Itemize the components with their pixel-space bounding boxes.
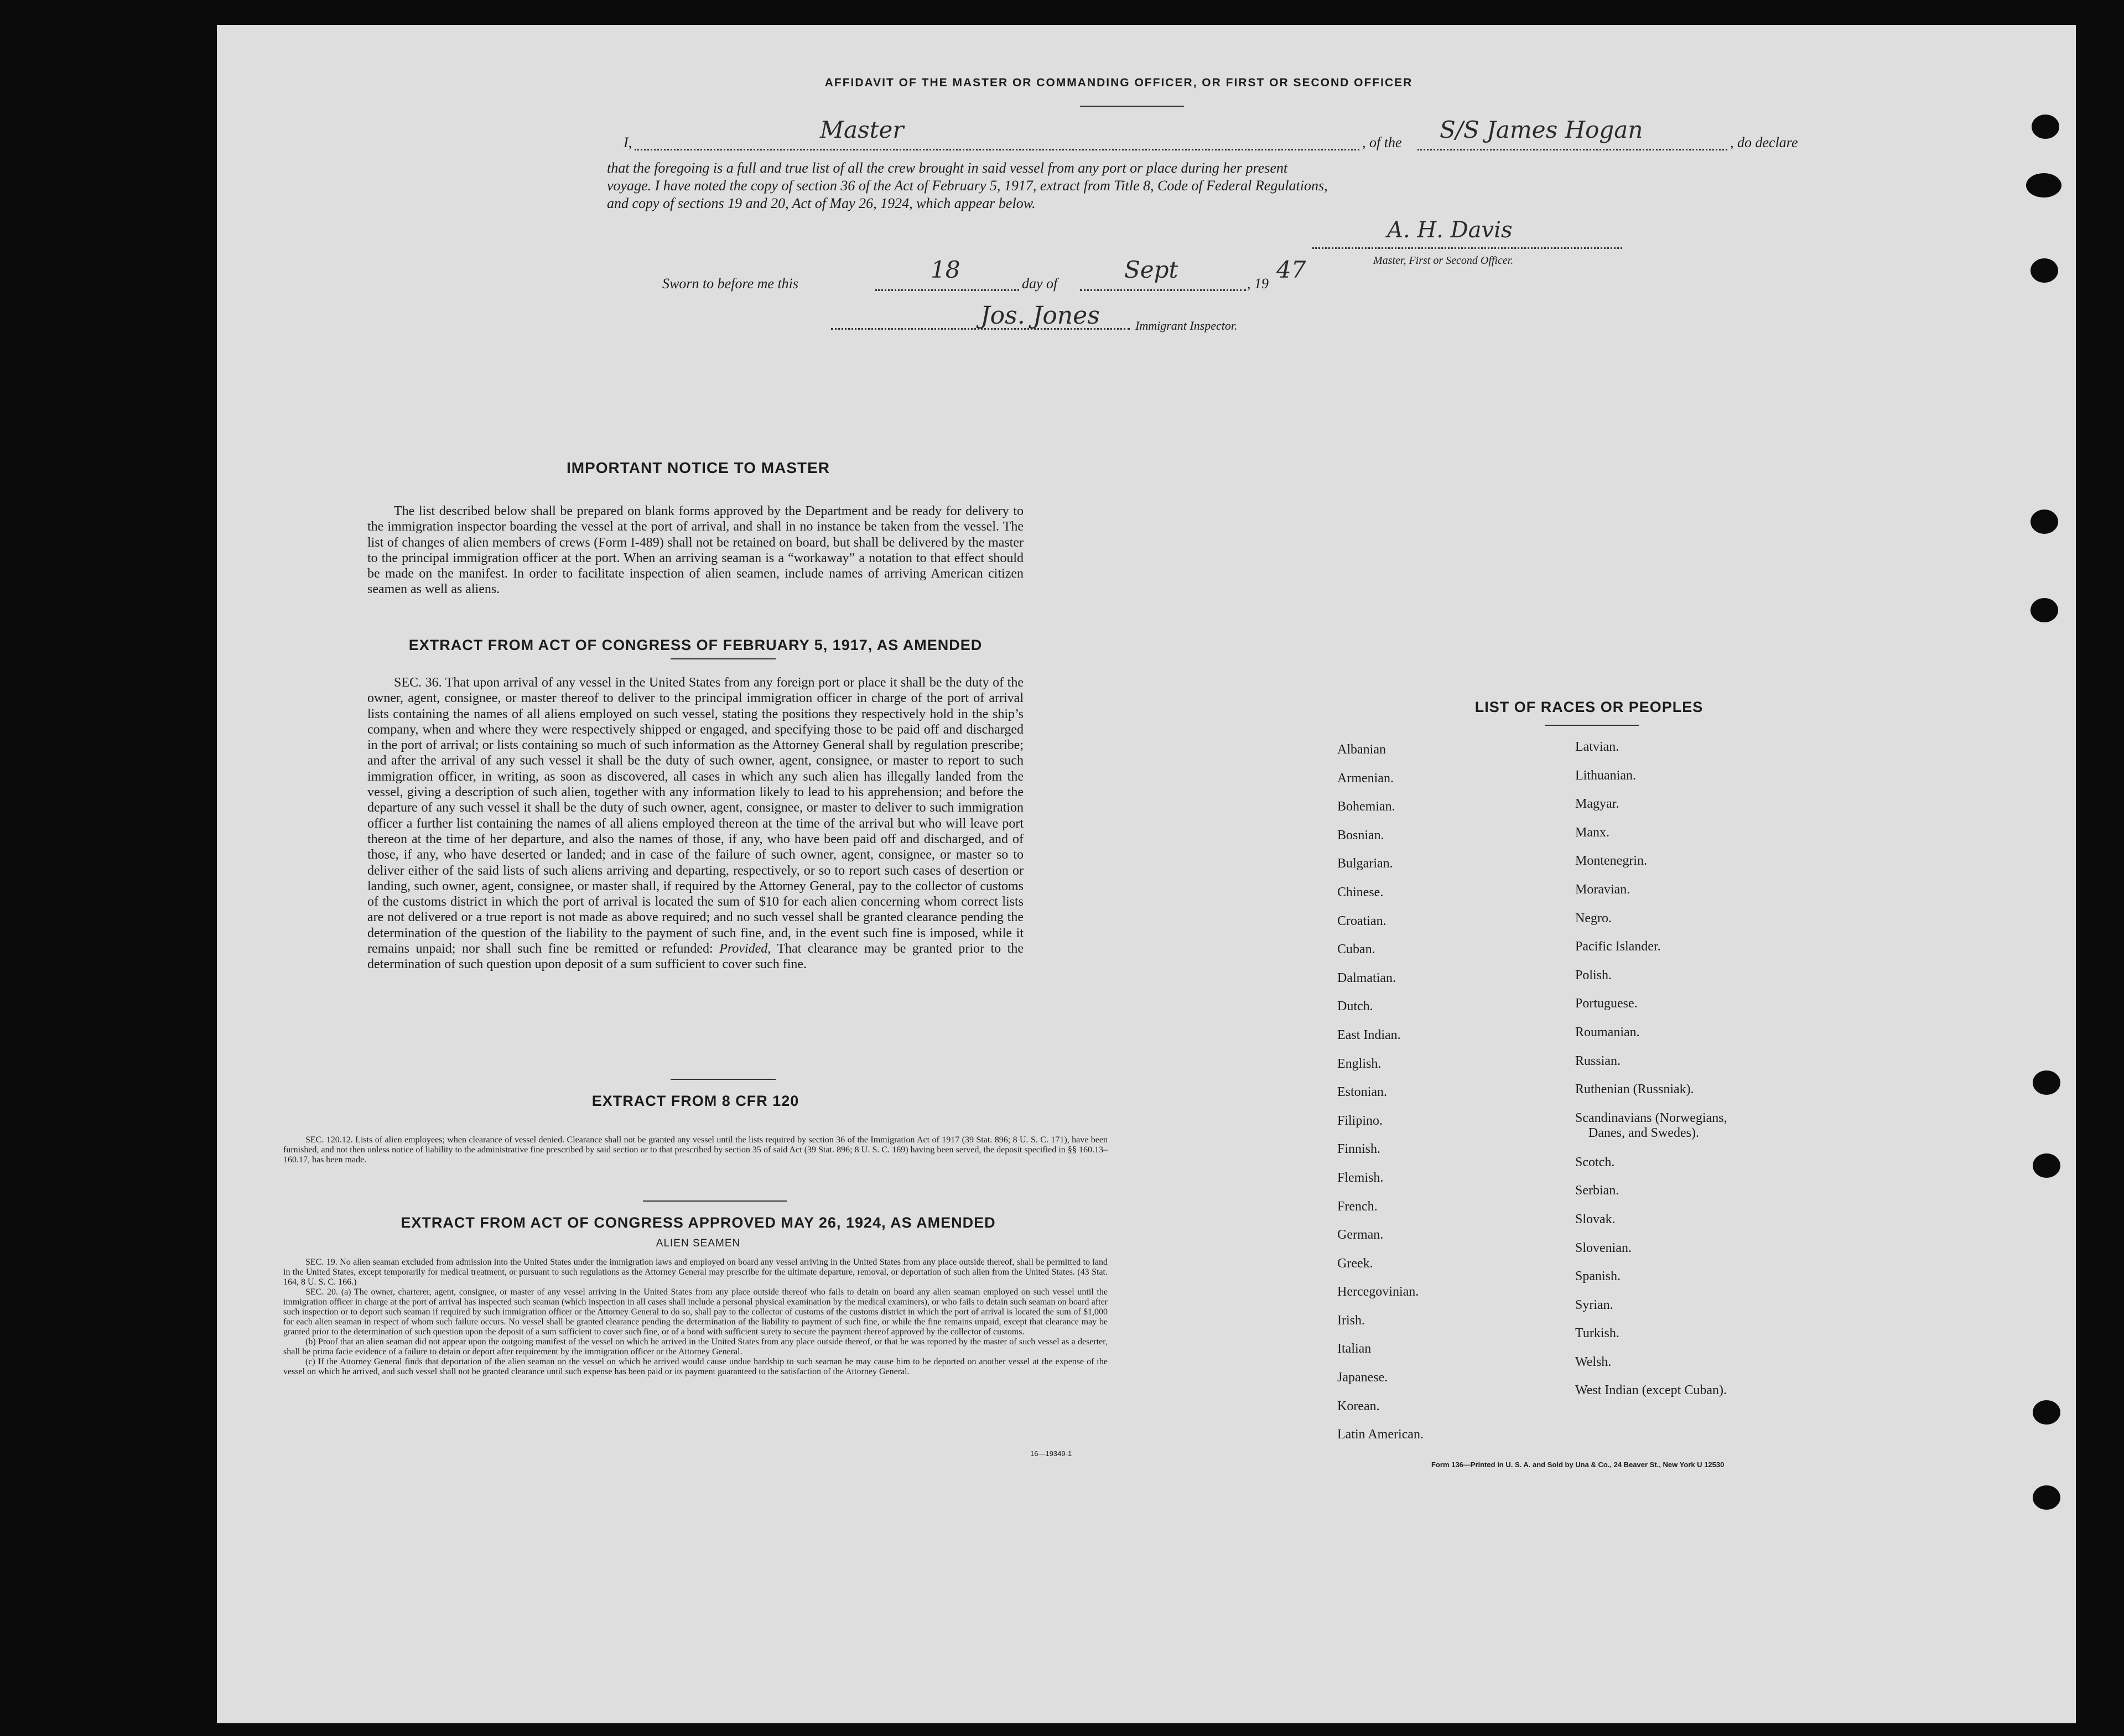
- race-item: Montenegrin.: [1575, 854, 1647, 869]
- inspector-caption: Immigrant Inspector.: [1135, 319, 1238, 332]
- race-item: Croatian.: [1337, 913, 1386, 928]
- race-item: Latvian.: [1575, 740, 1619, 754]
- day-blank: [875, 289, 1019, 291]
- master-caption: Master, First or Second Officer.: [1373, 254, 1514, 267]
- race-item: Roumanian.: [1575, 1025, 1640, 1039]
- year-label: , 19: [1247, 276, 1269, 292]
- punch-hole: [2032, 115, 2059, 139]
- sworn-label: Sworn to before me this: [662, 276, 799, 292]
- sec-20a-text: SEC. 20. (a) The owner, charterer, agent, consignee, or master of any vessel arriving in the United States from any place outside thereof who fails to detain on board any alien seaman employed on such vessel until the immigration officer in charge at the port of arrival has inspected such seaman (which inspection in all cases shall include a personal physical examination by the medical examiners), or who fails to detain such seaman on board after such inspection or to deport such seaman if required by such immigration officer or the Attorney General to do so, shall pay to the collector of customs of the customs district in which the port of arrival is located the sum of $1,000 for each alien seaman in respect of whom such failure occurs. No vessel shall be granted clearance pending the determination of the liability to payment of such fine, or while the fine remains unpaid, except that clearance may be granted prior to the determination of such question upon the deposit of a sum sufficient to cover such fine, or of a bond with sufficient surety to secure the payment thereof approved by the collector of customs.: [283, 1287, 1108, 1337]
- race-item: Korean.: [1337, 1399, 1380, 1413]
- handwritten-vessel: S/S James Hogan: [1440, 116, 1643, 143]
- extract-1917-heading: EXTRACT FROM ACT OF CONGRESS OF FEBRUARY 5, 1917, AS AMENDED: [408, 637, 983, 653]
- race-item: Greek.: [1337, 1256, 1373, 1271]
- race-item: Turkish.: [1575, 1326, 1619, 1341]
- day-of-label: day of: [1022, 276, 1058, 292]
- race-item: English.: [1337, 1056, 1382, 1071]
- race-item: Polish.: [1575, 968, 1612, 983]
- races-heading: LIST OF RACES OR PEOPLES: [1474, 699, 1704, 715]
- race-item: Slovenian.: [1575, 1240, 1632, 1255]
- race-item: Irish.: [1337, 1313, 1365, 1328]
- races-divider: [1545, 725, 1639, 726]
- race-item: Albanian: [1337, 742, 1386, 757]
- race-item: Serbian.: [1575, 1183, 1619, 1198]
- extract-1924-subheading: ALIEN SEAMEN: [656, 1238, 741, 1249]
- race-item: Armenian.: [1337, 771, 1394, 786]
- races-left-column: [1337, 736, 1424, 1449]
- race-item: West Indian (except Cuban).: [1575, 1383, 1727, 1398]
- affidavit-line-3: voyage. I have noted the copy of section 36 of the Act of February 5, 1917, extract from Title 8, Code of Federal Regulations,: [607, 178, 1328, 194]
- master-signature-line: [1312, 247, 1622, 249]
- race-item: Lithuanian.: [1575, 768, 1636, 783]
- punch-hole: [2033, 1070, 2060, 1095]
- race-item: Latin American.: [1337, 1427, 1424, 1442]
- title-divider: [1080, 106, 1184, 107]
- affidavit-line-2: that the foregoing is a full and true list of all the crew brought in said vessel from any port or place during her present: [607, 160, 1288, 176]
- race-item: East Indian.: [1337, 1027, 1401, 1042]
- race-item: Manx.: [1575, 825, 1609, 840]
- extract-1917-divider: [671, 658, 776, 659]
- extract-1917-provided: Provided,: [719, 942, 771, 957]
- punch-hole: [2030, 598, 2058, 622]
- race-item: Slovak.: [1575, 1212, 1616, 1226]
- race-item: Estonian.: [1337, 1085, 1387, 1100]
- race-item: Dutch.: [1337, 999, 1373, 1014]
- cfr-heading: EXTRACT FROM 8 CFR 120: [591, 1093, 799, 1109]
- race-item: Ruthenian (Russniak).: [1575, 1082, 1694, 1097]
- race-item: Cuban.: [1337, 942, 1375, 957]
- punch-hole: [2033, 1400, 2060, 1425]
- extract-1924-heading: EXTRACT FROM ACT OF CONGRESS APPROVED MAY 26, 1924, AS AMENDED: [401, 1214, 996, 1231]
- extract-1917-main: SEC. 36. That upon arrival of any vessel in the United States from any foreign port or place it shall be the duty of the owner, agent, consignee, or master thereof to deliver to the principal immigration officer in charge of the port of arrival lists containing the names of all aliens employed on such vessel, stating the positions they respectively hold in the ship’s company, when and where they were respectively shipped or engaged, and specifying those to be paid off and discharged in the port of arrival; or lists containing so much of such information as the Attorney General shall by regulation prescribe; and after the arrival of any such vessel it shall be the duty of such owner, agent, consignee, or master to report to such immigration officer, in writing, as soon as discovered, all cases in which any such alien has illegally landed from the vessel, giving a description of such alien, together with any information likely to lead to his apprehension; and before the departure of any such vessel it shall be the duty of such owner, agent, consignee, or master to deliver to such immigration officer a further list containing the names of all aliens employed thereon at the time of the arrival but who will leave port thereon at the time of her departure, and also the names of those, if any, who have been paid off and discharged, and of those, if any, who have deserted or landed; and in case of the failure of such owner, agent, consignee, or master so to deliver either of the said lists of such aliens arriving and departing, respectively, or so to report such cases of desertion or landing, such owner, agent, consignee, or master shall, if required by the Attorney General, pay to the collector of customs of the customs district in which the port of arrival is located the sum of $10 for each alien concerning whom correct lists are not delivered or a true report is not made as above required; and no such vessel shall be granted clearance pending the determination of the question of the liability to the payment of such fine, and, in the event such fine is imposed, while it remains unpaid; nor shall such fine be remitted or refunded:: [367, 675, 1024, 957]
- punch-hole: [2030, 258, 2058, 283]
- race-item: Filipino.: [1337, 1113, 1383, 1128]
- race-item: Japanese.: [1337, 1370, 1388, 1385]
- of-the-label: , of the: [1362, 134, 1402, 150]
- race-item: French.: [1337, 1199, 1378, 1214]
- declare-label: , do declare: [1730, 134, 1798, 150]
- extract-1924-divider: [643, 1200, 787, 1202]
- race-item: Russian.: [1575, 1053, 1621, 1068]
- race-item: Bohemian.: [1337, 799, 1395, 814]
- handwritten-day: 18: [931, 256, 960, 283]
- race-item: Welsh.: [1575, 1354, 1612, 1369]
- punch-hole: [2033, 1153, 2060, 1178]
- form-print-note: Form 136—Printed in U. S. A. and Sold by Una & Co., 24 Beaver St., New York U 12530: [1431, 1460, 1725, 1469]
- race-item: Finnish.: [1337, 1142, 1381, 1157]
- month-blank: [1080, 289, 1246, 291]
- race-item: Flemish.: [1337, 1170, 1384, 1185]
- race-item: Spanish.: [1575, 1269, 1621, 1284]
- notice-heading: IMPORTANT NOTICE TO MASTER: [566, 459, 830, 476]
- race-item: Scotch.: [1575, 1155, 1615, 1170]
- master-signature: A. H. Davis: [1387, 217, 1513, 243]
- races-right-column: [1575, 733, 1727, 1405]
- name-blank: [635, 149, 1359, 150]
- sec-20c-text: (c) If the Attorney General finds that deportation of the alien seaman on the vessel on which he arrived would cause undue hardship to such seaman he may cause him to be deported on another vessel at the expense of the vessel on which he arrived, and such vessel shall not be granted clearance until such expense has been paid or its payment guaranteed to the satisfaction of the Attorney General.: [283, 1357, 1108, 1376]
- race-item: Magyar.: [1575, 797, 1619, 812]
- inspector-signature: Jos. Jones: [980, 302, 1100, 330]
- affidavit-line-4: and copy of sections 19 and 20, Act of May 26, 1924, which appear below.: [607, 195, 1036, 211]
- extract-1924-body: [283, 1257, 1108, 1377]
- notice-text: The list described below shall be prepared on blank forms approved by the Department and be ready for delivery to the immigration inspector boarding the vessel at the port of arrival, and shall in no instance be taken from the vessel. The list of changes of alien members of crews (Form I-489) shall not be retained on board, but shall be delivered by the master to the principal immigration officer at the port. When an arriving seaman is a “workaway” a notation to that effect should be made on the manifest. In order to facilitate inspection of alien seamen, include names of arriving American citizen seamen as well as aliens.: [367, 504, 1024, 597]
- race-item: German.: [1337, 1228, 1384, 1243]
- extract-1917-end: That clearance may be granted prior to the determination of such question upon deposit of a sum sufficient to cover such fine.: [367, 942, 1024, 972]
- extract-1917-text: [367, 675, 1024, 973]
- race-item: Portuguese.: [1575, 996, 1638, 1011]
- vessel-blank: [1417, 149, 1727, 150]
- race-item: Scandinavians (Norwegians, Danes, and Swedes).: [1575, 1110, 1727, 1140]
- cfr-divider-top: [671, 1079, 776, 1080]
- race-item: Negro.: [1575, 911, 1612, 926]
- sec-19-text: SEC. 19. No alien seaman excluded from admission into the United States under the immigration laws and employed on board any vessel arriving in the United States from any place outside thereof, shall be permitted to land in the United States, except temporarily for medical treatment, or pursuant to such regulations as the Attorney General may prescribe for the ultimate departure, removal, or deportation of such alien from the United States. (43 Stat. 164, 8 U. S. C. 166.): [283, 1257, 1108, 1287]
- handwritten-rank: Master: [820, 116, 904, 143]
- affidavit-title: AFFIDAVIT OF THE MASTER OR COMMANDING OFFICER, OR FIRST OR SECOND OFFICER: [824, 76, 1413, 89]
- race-item: Dalmatian.: [1337, 970, 1396, 985]
- race-item: Chinese.: [1337, 885, 1384, 900]
- race-item: Bulgarian.: [1337, 856, 1393, 871]
- sec-20b-text: (b) Proof that an alien seaman did not appear upon the outgoing manifest of the vessel on which he arrived in the United States from any place outside thereof, or that he was reported by the master of such vessel as a deserter, shall be prima facie evidence of a failure to detain or deport after requirement by the immigration officer or the Attorney General.: [283, 1337, 1108, 1356]
- race-item: Pacific Islander.: [1575, 939, 1661, 954]
- race-item: Bosnian.: [1337, 828, 1384, 843]
- race-item: Italian: [1337, 1342, 1372, 1356]
- punch-hole: [2030, 510, 2058, 534]
- print-code: 16—19349-1: [1030, 1449, 1072, 1458]
- document-page: [217, 25, 2076, 1723]
- punch-hole: [2026, 173, 2061, 197]
- race-item: Syrian.: [1575, 1297, 1613, 1312]
- handwritten-year: 47: [1276, 256, 1306, 283]
- i-label: I,: [624, 134, 632, 150]
- punch-hole: [2033, 1485, 2060, 1510]
- race-item: Hercegovinian.: [1337, 1285, 1419, 1300]
- handwritten-month: Sept: [1124, 256, 1178, 283]
- cfr-text: SEC. 120.12. Lists of alien employees; when clearance of vessel denied. Clearance shall not be granted any vessel until the lists required by section 36 of the Immigration Act of 1917 (39 Stat. 896; 8 U. S. C. 171), have been furnished, and not then unless notice of liability to the administrative fine prescribed by said section or to that prescribed by section 35 of said Act (39 Stat. 896; 8 U. S. C. 169) having been served, the deposit specified in §§ 160.13–160.17, has been made.: [283, 1135, 1108, 1165]
- race-item: Moravian.: [1575, 882, 1630, 897]
